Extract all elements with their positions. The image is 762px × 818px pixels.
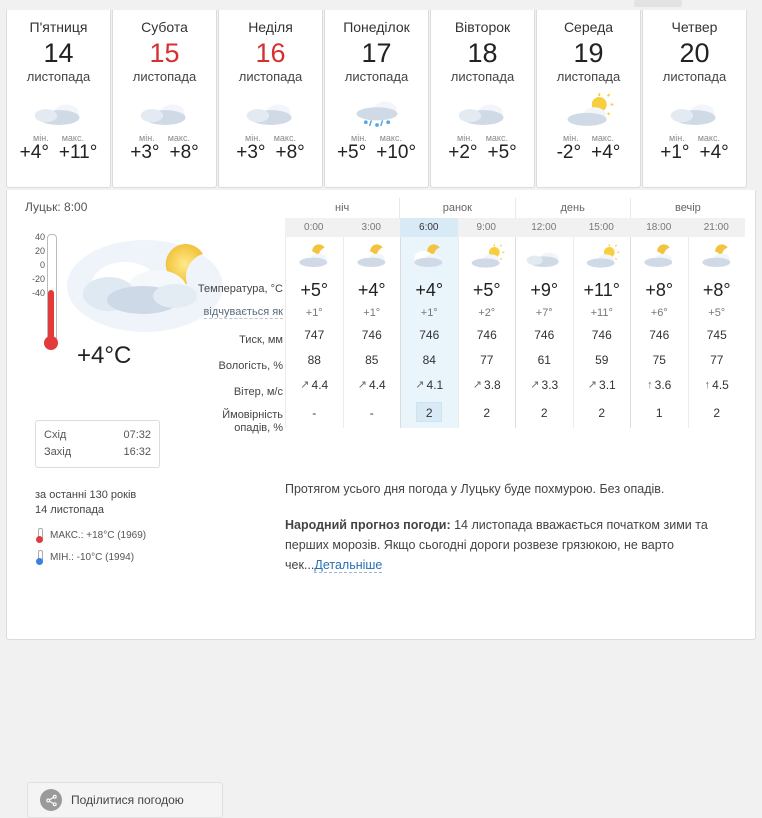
folk-forecast: [285, 515, 745, 575]
day-max-temp: +10°: [376, 142, 417, 163]
day-number: 16: [255, 38, 286, 68]
share-weather-button[interactable]: [27, 782, 223, 818]
share-icon: [40, 789, 62, 811]
day-part: ранок: [399, 198, 514, 218]
day-min-temp: +3°: [236, 142, 266, 163]
day-name: Вівторок: [454, 19, 511, 35]
hours-row: [285, 218, 745, 237]
sun-times: [35, 420, 160, 468]
day-description: Протягом усього дня погода у Луцьку буде похмурою. Без опадів.: [285, 482, 665, 496]
thermometer-tick: -20: [31, 274, 45, 284]
wind-direction-icon: ↗: [472, 379, 483, 391]
day-weather-icon: [537, 93, 640, 129]
day-max-label: макс.: [591, 133, 614, 143]
day-number: 19: [573, 38, 604, 68]
day-part: вечір: [630, 198, 745, 218]
table-cell: 746: [573, 323, 631, 348]
day-month: листопада: [556, 69, 621, 84]
label-precipitation: Ймовірність опадів, %: [222, 409, 283, 434]
day-min-temp: +3°: [130, 142, 160, 163]
day-weather-icon: [325, 93, 428, 129]
table-cell: ↗ 4.4: [343, 373, 401, 398]
day-min-temp: +1°: [660, 142, 690, 163]
day-part: день: [515, 198, 630, 218]
table-cell: [630, 237, 688, 277]
day-number: 15: [149, 38, 180, 68]
table-cell: 745: [688, 323, 746, 348]
table-cell: 88: [285, 348, 343, 373]
day-weather-icon: [219, 93, 322, 129]
folk-forecast-text: 14 листопада вважається початком зими та перших морозів. Якщо сьогодні дороги розвезе грязюкою, не варто чек...: [285, 518, 708, 572]
table-cell: 2: [688, 398, 746, 428]
day-max-label: макс.: [273, 133, 296, 143]
table-cell: 77: [688, 348, 746, 373]
day-tab[interactable]: [6, 10, 111, 188]
day-min-temp: -2°: [556, 142, 582, 163]
label-temperature: Температура, °C: [197, 283, 283, 295]
table-row: [285, 277, 745, 303]
day-number: 18: [467, 38, 498, 68]
day-name: Неділя: [248, 19, 293, 35]
day-min-label: мін.: [457, 133, 473, 143]
table-row: [285, 398, 745, 428]
day-min-label: мін.: [139, 133, 155, 143]
top-strip: [0, 0, 762, 10]
table-cell: -: [343, 398, 401, 428]
table-cell: +6°: [630, 303, 688, 323]
hour-cell: 9:00: [476, 222, 496, 233]
label-humidity: Вологість, %: [218, 360, 283, 372]
wind-direction-icon: ↗: [587, 379, 598, 391]
day-tab[interactable]: [112, 10, 217, 188]
top-placeholder: [634, 0, 682, 7]
day-min-temp: +2°: [448, 142, 478, 163]
wind-direction-icon: ↑: [647, 379, 653, 391]
day-month: листопада: [26, 69, 91, 84]
table-cell: +1°: [285, 303, 343, 323]
folk-forecast-more-link[interactable]: Детальніше: [314, 558, 383, 572]
table-cell: ↑ 3.6: [630, 373, 688, 398]
day-max-label: макс.: [697, 133, 720, 143]
table-row: [285, 323, 745, 348]
day-min-temp: +4°: [19, 142, 49, 163]
table-cell: [458, 237, 516, 277]
day-number: 20: [679, 38, 710, 68]
table-cell: +5°: [688, 303, 746, 323]
thermometer-tick: 40: [34, 232, 45, 242]
hour-cell: 6:00: [400, 218, 458, 237]
day-tab[interactable]: [218, 10, 323, 188]
wind-direction-icon: ↗: [357, 379, 368, 391]
day-min-label: мін.: [33, 133, 49, 143]
current-temperature: +4°C: [77, 342, 132, 369]
day-part: ніч: [335, 202, 350, 214]
table-cell: ↗ 4.4: [285, 373, 343, 398]
thermometer: [25, 230, 59, 360]
day-weather-icon: [431, 93, 534, 129]
table-cell: 2: [400, 398, 458, 428]
table-cell: +1°: [400, 303, 458, 323]
table-cell: 59: [573, 348, 631, 373]
table-cell: ↗ 3.8: [458, 373, 516, 398]
day-max-temp: +4°: [591, 142, 621, 163]
day-min-label: мін.: [245, 133, 261, 143]
table-cell: 2: [573, 398, 631, 428]
table-cell: +9°: [515, 277, 573, 303]
wind-direction-icon: ↗: [415, 379, 425, 391]
thermometer-max-icon: [35, 528, 44, 542]
thermometer-bulb: [44, 336, 58, 350]
day-tab[interactable]: [642, 10, 747, 188]
table-cell: 1: [630, 398, 688, 428]
day-max-temp: +11°: [58, 142, 98, 163]
table-cell: 75: [630, 348, 688, 373]
history-max-row: [35, 528, 146, 542]
day-number: 14: [43, 38, 74, 68]
day-max-label: макс.: [379, 133, 402, 143]
sunset-label: Захід: [44, 446, 72, 458]
day-month: листопада: [238, 69, 303, 84]
forecast-panel: [6, 190, 756, 807]
table-cell: +5°: [458, 277, 516, 303]
day-max-label: макс.: [61, 133, 84, 143]
table-cell: 746: [515, 323, 573, 348]
day-max-temp: +4°: [699, 142, 729, 163]
history-min-row: [35, 550, 134, 564]
day-tab[interactable]: [324, 10, 429, 188]
table-row: [285, 237, 745, 277]
thermometer-tick: 0: [39, 260, 45, 270]
day-name: Субота: [141, 19, 188, 35]
day-name: Четвер: [671, 19, 718, 35]
day-weather-icon: [113, 93, 216, 129]
history-min-text: МІН.: -10°C (1994): [50, 551, 135, 563]
history-title-line2: 14 листопада: [35, 504, 104, 516]
thermometer-tick: -40: [31, 288, 45, 298]
table-cell: 746: [343, 323, 401, 348]
table-cell: +8°: [630, 277, 688, 303]
sunrise-label: Схід: [44, 429, 67, 441]
day-number: 17: [361, 38, 392, 68]
hour-cell: 12:00: [531, 222, 557, 233]
table-cell: +5°: [285, 277, 343, 303]
table-cell: 77: [458, 348, 516, 373]
table-cell: +11°: [573, 303, 631, 323]
table-cell: ↗ 4.1: [400, 373, 458, 398]
hour-cell: 3:00: [361, 222, 381, 233]
sunset-time: 16:32: [123, 446, 151, 458]
table-cell: 746: [400, 323, 458, 348]
table-cell: +8°: [688, 277, 746, 303]
city-time: Луцьк: 8:00: [25, 200, 88, 214]
label-pressure: Тиск, мм: [239, 334, 283, 346]
table-cell: [515, 237, 573, 277]
table-row: [285, 373, 745, 398]
day-month: листопада: [132, 69, 197, 84]
table-cell: ↑ 4.5: [688, 373, 746, 398]
hour-cell: 15:00: [588, 222, 614, 233]
table-cell: 746: [458, 323, 516, 348]
day-min-label: мін.: [563, 133, 579, 143]
share-weather-label: Поділитися погодою: [71, 793, 184, 807]
folk-forecast-title: Народний прогноз погоди:: [285, 518, 451, 532]
table-cell: [343, 237, 401, 277]
table-cell: [688, 237, 746, 277]
wind-direction-icon: ↑: [704, 379, 711, 391]
table-cell: +7°: [515, 303, 573, 323]
table-cell: +11°: [573, 277, 631, 303]
thermometer-min-icon: [35, 550, 44, 564]
hourly-table: [285, 198, 745, 428]
table-cell: [400, 237, 458, 277]
day-month: листопада: [662, 69, 727, 84]
label-feels-like: відчувається як: [203, 306, 283, 318]
history-title-line1: за останні 130 років: [35, 489, 137, 501]
history-title: [35, 488, 215, 518]
label-wind: Вітер, м/с: [233, 386, 283, 398]
table-cell: 61: [515, 348, 573, 373]
table-cell: +4°: [343, 277, 401, 303]
day-month: листопада: [450, 69, 515, 84]
sunrise-time: 07:32: [123, 429, 151, 441]
thermometer-mercury: [48, 290, 54, 340]
table-cell: -: [285, 398, 343, 428]
table-row: [285, 303, 745, 323]
table-cell: 2: [515, 398, 573, 428]
day-tabs[interactable]: [6, 10, 756, 188]
day-weather-icon: [643, 93, 746, 129]
hour-cell: 21:00: [703, 222, 729, 233]
day-min-label: мін.: [669, 133, 685, 143]
day-name: Середа: [563, 19, 614, 35]
day-max-label: макс.: [167, 133, 190, 143]
wind-direction-icon: ↗: [300, 379, 310, 391]
table-cell: [573, 237, 631, 277]
table-cell: 746: [630, 323, 688, 348]
day-name: Понеділок: [343, 19, 410, 35]
day-min-label: мін.: [351, 133, 367, 143]
table-cell: +2°: [458, 303, 516, 323]
day-max-temp: +5°: [487, 142, 517, 163]
history-max-text: МАКС.: +18°C (1969): [50, 529, 147, 541]
table-cell: +4°: [400, 277, 458, 303]
day-weather-icon: [7, 93, 110, 129]
day-min-temp: +5°: [336, 142, 367, 163]
thermometer-scale: [25, 230, 45, 300]
table-cell: +1°: [343, 303, 401, 323]
table-cell: ↗ 3.1: [573, 373, 631, 398]
day-max-label: макс.: [485, 133, 508, 143]
day-max-temp: +8°: [275, 142, 305, 163]
wind-direction-icon: ↗: [530, 379, 540, 391]
day-tab[interactable]: [536, 10, 641, 188]
day-max-temp: +8°: [169, 142, 199, 163]
hour-cell: 18:00: [646, 222, 672, 233]
table-cell: [285, 237, 343, 277]
thermometer-tick: 20: [34, 246, 45, 256]
day-parts-row: [285, 198, 745, 218]
table-cell: 747: [285, 323, 343, 348]
table-cell: 84: [400, 348, 458, 373]
day-name: П'ятниця: [29, 19, 88, 35]
table-cell: 2: [458, 398, 516, 428]
day-month: листопада: [344, 69, 409, 84]
table-cell: ↗ 3.3: [515, 373, 573, 398]
table-cell: 85: [343, 348, 401, 373]
table-row: [285, 348, 745, 373]
hour-cell: 0:00: [304, 222, 324, 233]
day-tab[interactable]: [430, 10, 535, 188]
